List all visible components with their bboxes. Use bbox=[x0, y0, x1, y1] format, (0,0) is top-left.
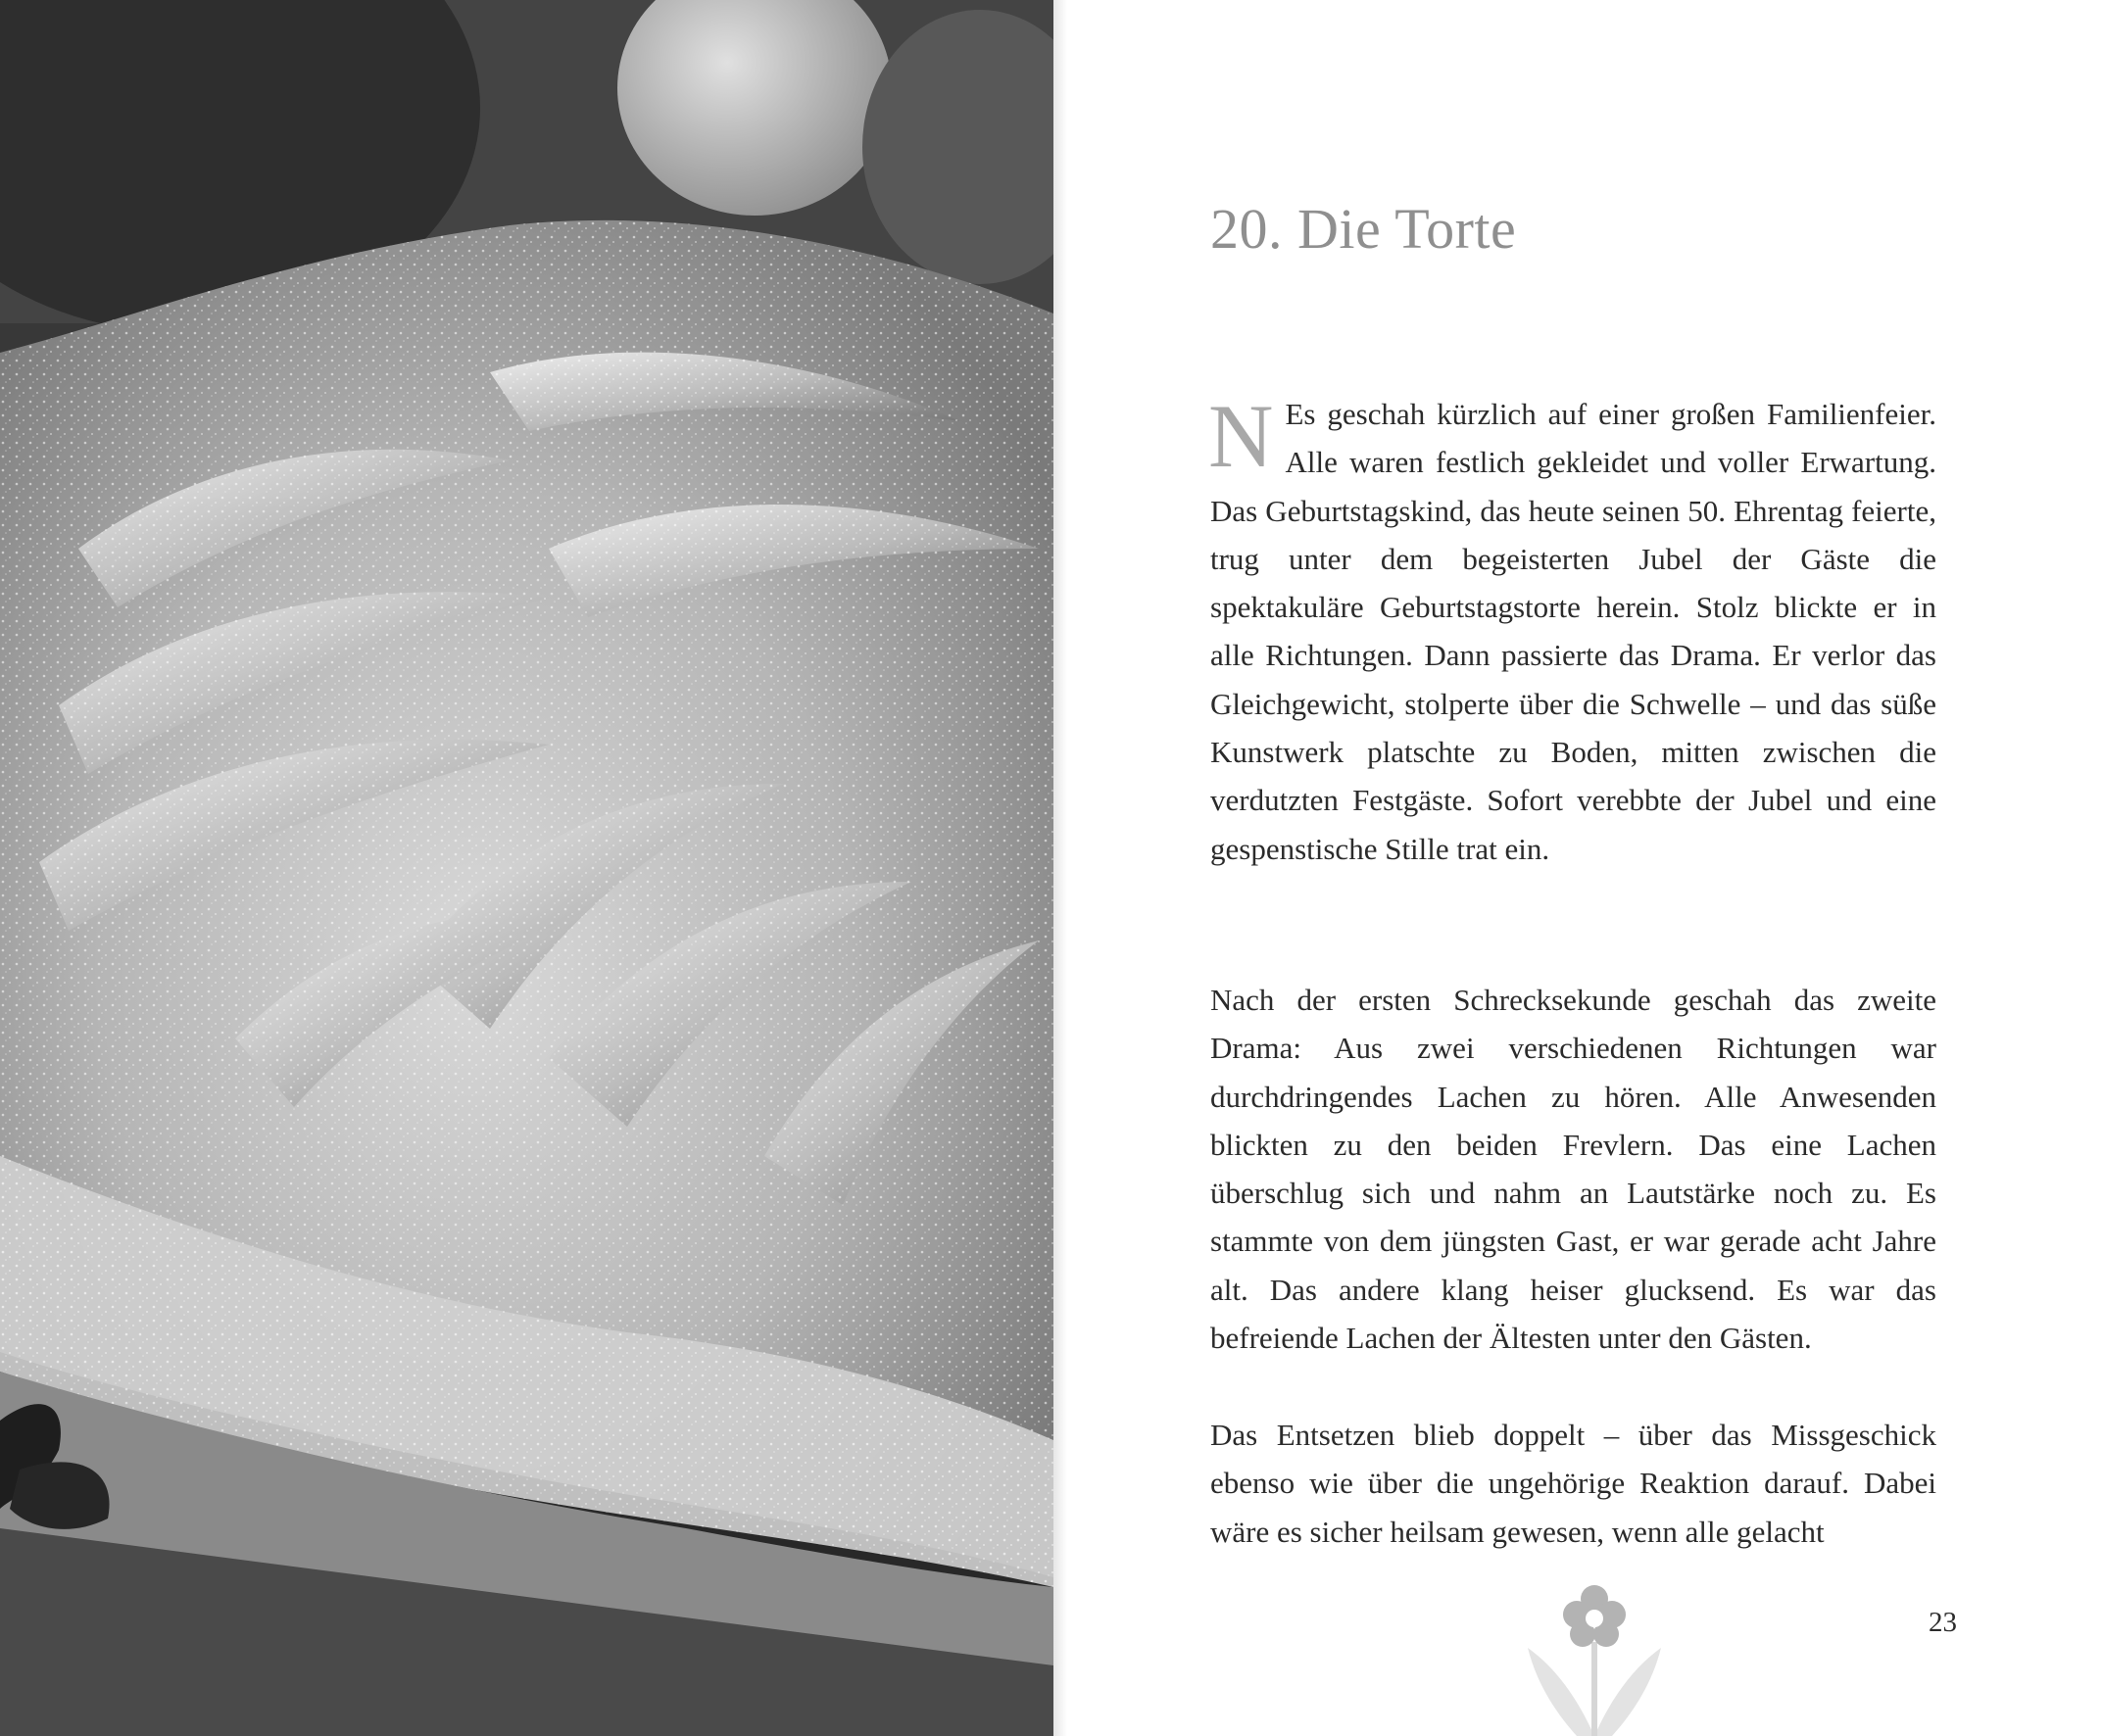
flower-icon bbox=[1508, 1579, 1681, 1736]
chapter-title: 20. Die Torte bbox=[1210, 197, 1517, 261]
drop-cap: N bbox=[1208, 386, 1274, 486]
paragraph: Das Entsetzen blieb doppelt – über das Missgeschick ebenso wie über die ungehörige Reaktion darauf. Dabei wäre es sicher heilsam gewesen, wenn alle gelacht bbox=[1210, 1418, 1936, 1549]
page-number: 23 bbox=[1929, 1607, 1957, 1638]
paragraph: Nach der ersten Schrecksekunde geschah das zweite Drama: Aus zwei verschiedenen Richtungen war durchdringendes Lachen zu hören. Alle Anwesenden blickten zu den beiden Frevlern. Das eine Lachen überschlug sich und nahm an Lautstärke noch zu. Es stammte von dem jüngsten Gast, er war gerade acht Jahre alt. Das andere klang heiser glucksend. Es war das befreiende Lachen der Ältesten unter den Gästen. bbox=[1210, 983, 1936, 1356]
page-gutter bbox=[1053, 0, 1067, 1736]
text-page bbox=[1067, 0, 2102, 1736]
paragraph-text: Es geschah kürzlich auf einer großen Familienfeier. Alle waren festlich gekleidet und voller Erwartung. Das Geburtstagskind, das heute seinen 50. Ehrentag feierte, trug unter dem begeisterten Jubel der Gäste die spektakuläre Geburtstagstorte herein. Stolz blickte er in alle Richtungen. Dann passierte das Drama. Er verlor das Gleichgewicht, stolperte über die Schwelle – und das süße Kunstwerk platschte zu Boden, mitten zwischen die verdutzten Festgäste. Sofort verebbte der Jubel und eine gespenstische Stille trat ein. bbox=[1210, 397, 1936, 866]
paragraph bbox=[1208, 386, 1936, 873]
